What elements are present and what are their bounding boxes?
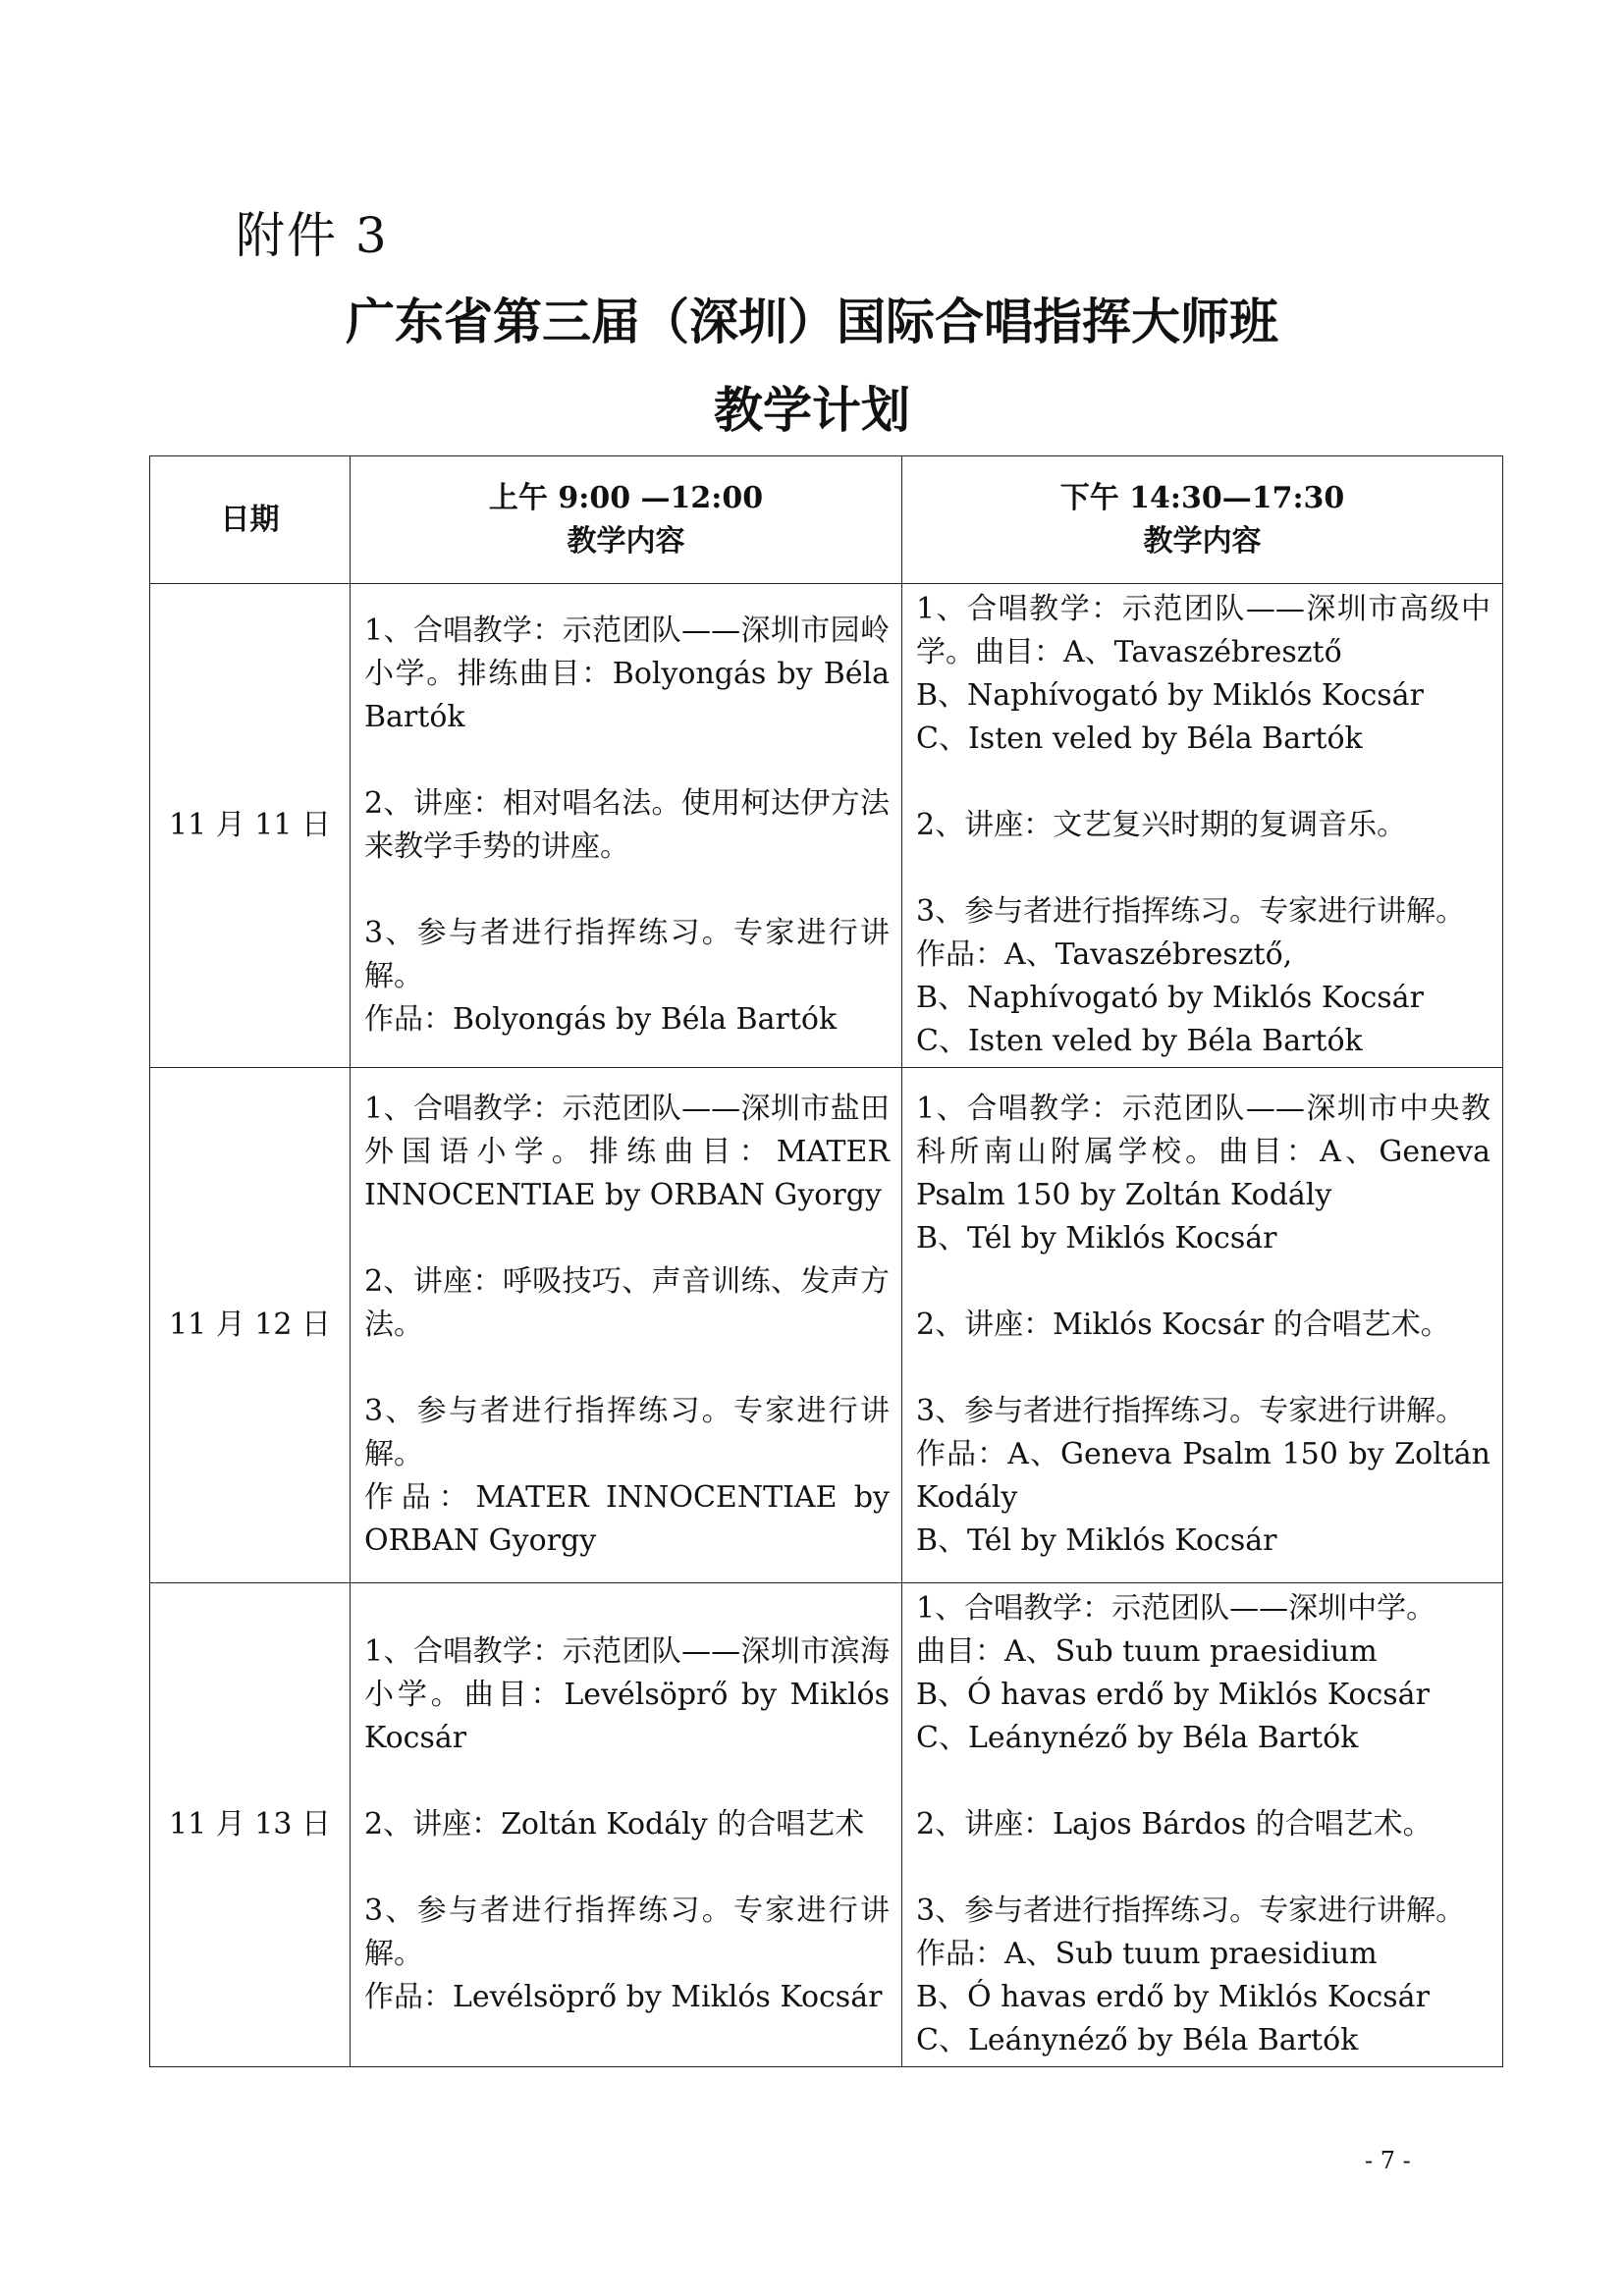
header-afternoon-time: 下午 14:30—17:30 (1059, 480, 1345, 515)
header-morning-time: 上午 9:00 —12:00 (488, 480, 764, 515)
afternoon-cell (902, 584, 1503, 1068)
document-title: 广东省第三届（深圳）国际合唱指挥大师班 (346, 293, 1278, 350)
header-afternoon (902, 456, 1503, 584)
afternoon-item-practice: 3、参与者进行指挥练习。专家进行讲解。 作品：A、Tavaszébresztő, B、Naphívogató by Miklós Kocsár C、Isten veled by Béla Bartók (916, 894, 1466, 1058)
afternoon-item-choir: 1、合唱教学：示范团队——深圳市高级中学。曲目：A、Tavaszébresztő B、Naphívogató by Miklós Kocsár C、Isten veled by Béla Bartók (916, 592, 1490, 756)
morning-item-practice: 3、参与者进行指挥练习。专家进行讲解。 作品：Bolyongás by Béla Bartók (364, 916, 890, 1037)
afternoon-item-lecture: 2、讲座：Miklós Kocsár 的合唱艺术。 (916, 1308, 1450, 1342)
afternoon-item-choir: 1、合唱教学：示范团队——深圳市中央教科所南山附属学校。曲目：A、Geneva Psalm 150 by Zoltán Kodály B、Tél by Miklós Kocsár (916, 1092, 1490, 1255)
teaching-plan-table (149, 455, 1503, 2067)
document-subtitle: 教学计划 (714, 381, 910, 439)
morning-item-lecture: 2、讲座：相对唱名法。使用柯达伊方法来教学手势的讲座。 (364, 786, 890, 864)
afternoon-item-lecture: 2、讲座：文艺复兴时期的复调音乐。 (916, 808, 1407, 842)
morning-item-choir: 1、合唱教学：示范团队——深圳市滨海小学。曲目：Levélsöprő by Miklós Kocsár (364, 1634, 899, 1755)
morning-cell (351, 1068, 902, 1583)
morning-item-lecture: 2、讲座：Zoltán Kodály 的合唱艺术 (364, 1807, 865, 1842)
table-row (150, 1068, 1503, 1583)
date-cell: 11 月 13 日 (150, 1583, 351, 2067)
header-afternoon-content: 教学内容 (1143, 523, 1262, 559)
morning-item-choir: 1、合唱教学：示范团队——深圳市园岭小学。排练曲目：Bolyongás by Béla Bartók (364, 614, 899, 734)
morning-item-lecture: 2、讲座：呼吸技巧、声音训练、发声方法。 (364, 1264, 890, 1342)
afternoon-item-lecture: 2、讲座：Lajos Bárdos 的合唱艺术。 (916, 1807, 1433, 1842)
page-number: - 7 - (1365, 2147, 1411, 2174)
date-cell: 11 月 12 日 (150, 1068, 351, 1583)
morning-cell (351, 1583, 902, 2067)
header-date-label: 日期 (220, 502, 280, 537)
afternoon-item-practice: 3、参与者进行指挥练习。专家进行讲解。 作品：A、Sub tuum praesidium B、Ó havas erdő by Miklós Kocsár C、Leánynéző by Béla Bartók (916, 1894, 1466, 2057)
date-cell: 11 月 11 日 (150, 584, 351, 1068)
afternoon-item-practice: 3、参与者进行指挥练习。专家进行讲解。 作品：A、Geneva Psalm 150 by Zoltán Kodály B、Tél by Miklós Kocsár (916, 1394, 1490, 1558)
afternoon-cell (902, 1583, 1503, 2067)
morning-cell (351, 584, 902, 1068)
afternoon-item-choir: 1、合唱教学：示范团队——深圳中学。 曲目：A、Sub tuum praesidium B、Ó havas erdő by Miklós Kocsár C、Leánynéző by Béla Bartók (916, 1591, 1436, 1755)
attachment-label: 附件 3 (236, 207, 389, 264)
morning-item-practice: 3、参与者进行指挥练习。专家进行讲解。 作品：Levélsöprő by Miklós Kocsár (364, 1894, 890, 2014)
table-row (150, 1583, 1503, 2067)
header-morning (351, 456, 902, 584)
afternoon-cell (902, 1068, 1503, 1583)
morning-item-practice: 3、参与者进行指挥练习。专家进行讲解。 作品：MATER INNOCENTIAE by ORBAN Gyorgy (364, 1394, 890, 1558)
morning-item-choir: 1、合唱教学：示范团队——深圳市盐田外国语小学。排练曲目：MATER INNOCENTIAE by ORBAN Gyorgy (364, 1092, 899, 1212)
header-date (150, 456, 351, 584)
table-header-row (150, 456, 1503, 584)
header-morning-content: 教学内容 (567, 523, 685, 559)
table-row (150, 584, 1503, 1068)
